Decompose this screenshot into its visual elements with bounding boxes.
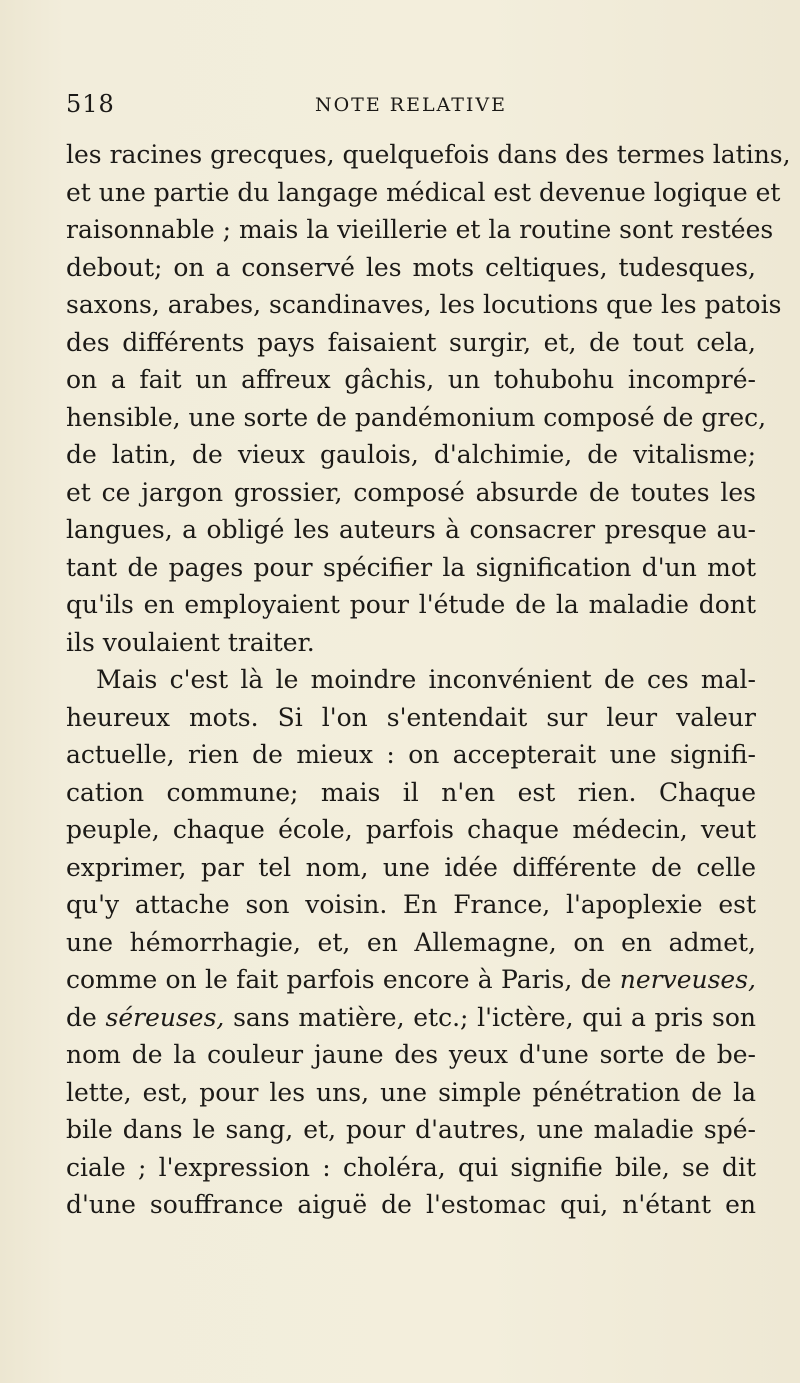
text-segment: de (66, 1002, 97, 1032)
page-number: 518 (66, 90, 115, 118)
text-line: cation commune; mais il n'en est rien. Chaque (66, 777, 756, 807)
text-line: les racines grecques, quelquefois dans des termes latins, (66, 140, 791, 169)
text-line: actuelle, rien de mieux : on accepterait une signifi- (66, 740, 756, 769)
text-line: ciale ; l'expression : choléra, qui signifie bile, se dit (66, 1152, 756, 1182)
text-line: bile dans le sang, et, pour d'autres, une maladie spé- (66, 1115, 756, 1144)
text-line: peuple, chaque école, parfois chaque médecin, veut (66, 815, 756, 844)
running-head: NOTE RELATIVE (314, 94, 508, 116)
text-line (66, 999, 756, 1037)
text-line: de latin, de vieux gaulois, d'alchimie, de vitalisme; (66, 440, 756, 469)
text-line: et une partie du langage médical est devenue logique et (66, 177, 781, 207)
text-segment: sans matière, etc.; l'ictère, qui a pris son (233, 1002, 757, 1032)
text-line: une hémorrhagie, et, en Allemagne, on en admet, (66, 927, 756, 957)
text-line: Mais c'est là le moindre inconvénient de ces mal- (96, 665, 756, 694)
body-text (66, 136, 791, 1224)
text-line: d'une souffrance aiguë de l'estomac qui, n'étant en (66, 1190, 756, 1219)
page-header (66, 90, 756, 120)
text-line: nom de la couleur jaune des yeux d'une sorte de be- (66, 1040, 756, 1069)
text-line: heureux mots. Si l'on s'entendait sur leur valeur (66, 702, 756, 732)
italic-term: séreuses, (105, 1002, 225, 1032)
text-line: langues, a obligé les auteurs à consacrer presque au- (66, 515, 756, 544)
italic-term: nerveuses, (619, 965, 756, 994)
text-line: et ce jargon grossier, composé absurde de toutes les (66, 477, 756, 507)
text-line: qu'y attache son voisin. En France, l'apoplexie est (66, 890, 756, 919)
text-line: on a fait un affreux gâchis, un tohubohu incompré- (66, 365, 756, 394)
text-line: hensible, une sorte de pandémonium composé de grec, (66, 402, 767, 432)
text-line: ils voulaient traiter. (66, 627, 315, 657)
text-line: raisonnable ; mais la vieillerie et la routine sont restées (66, 215, 774, 244)
text-line: exprimer, par tel nom, une idée différente de celle (66, 852, 756, 882)
text-line (66, 961, 756, 999)
text-line: saxons, arabes, scandinaves, les locutions que les patois (66, 290, 782, 319)
text-line: tant de pages pour spécifier la signification d'un mot (66, 552, 756, 582)
text-segment: comme on le fait parfois encore à Paris, de (66, 965, 612, 994)
text-line: debout; on a conservé les mots celtiques, tudesques, (66, 252, 756, 282)
text-line: lette, est, pour les uns, une simple pénétration de la (66, 1077, 756, 1107)
text-line: des différents pays faisaient surgir, et, de tout cela, (66, 327, 756, 357)
text-line: qu'ils en employaient pour l'étude de la maladie dont (66, 590, 756, 619)
